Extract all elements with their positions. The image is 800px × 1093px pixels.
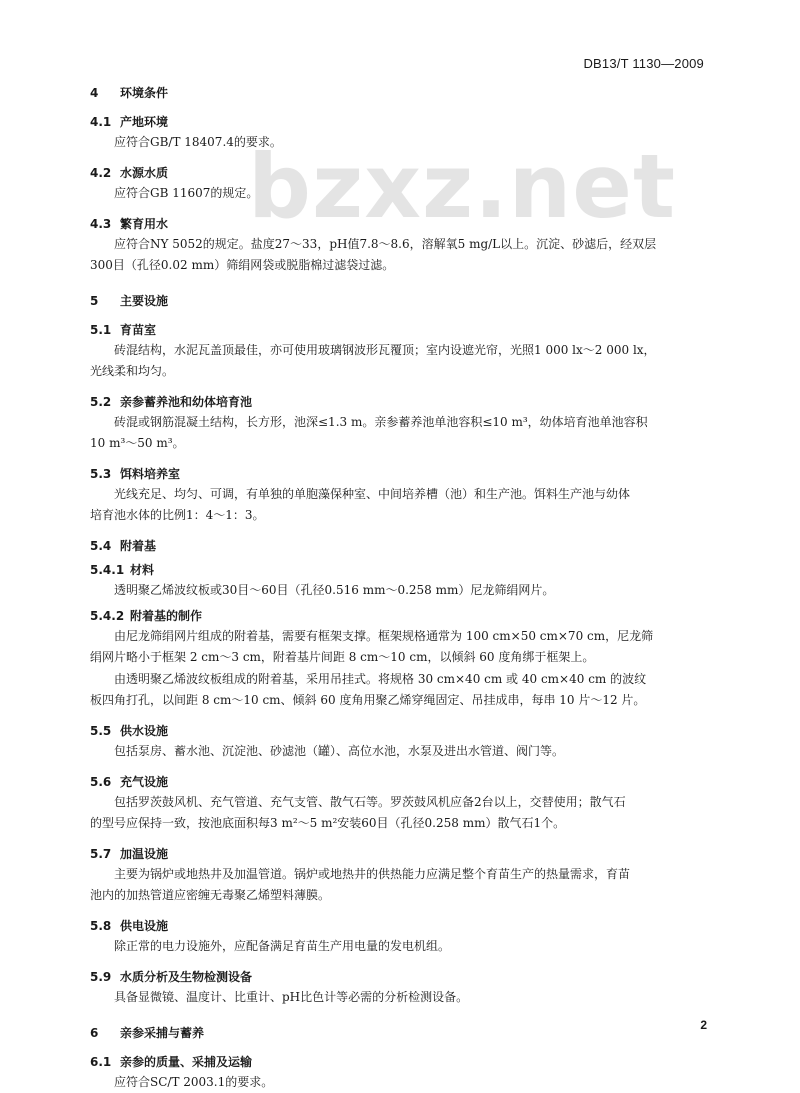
- chapter-heading: [90, 1024, 708, 1042]
- heading-title: 水质分析及生物检测设备: [120, 970, 253, 984]
- heading-number: 4.2: [90, 166, 112, 180]
- paragraph-line: 培育池水体的比例1：4～1：3。: [90, 508, 265, 522]
- heading-number: 6.1: [90, 1055, 112, 1069]
- paragraph-line: 板四角打孔，以间距 8 cm～10 cm、倾斜 60 度角用聚乙烯穿绳固定、吊挂成串，每串 10 片～12 片。: [90, 693, 646, 707]
- heading-number: 4.1: [90, 115, 112, 129]
- paragraph: [90, 864, 708, 906]
- paragraph: [90, 484, 708, 526]
- section-heading: [90, 113, 708, 131]
- section-heading: [90, 1053, 708, 1071]
- heading-number: 5.1: [90, 323, 112, 337]
- section-heading: [90, 773, 708, 791]
- section-heading: [90, 164, 708, 182]
- heading-number: 5.3: [90, 467, 112, 481]
- chapter-heading: [90, 292, 708, 310]
- heading-title: 主要设施: [120, 294, 169, 308]
- paragraph-line: 应符合GB/T 18407.4的要求。: [114, 135, 282, 149]
- heading-title: 供电设施: [120, 919, 169, 933]
- section-heading: [90, 917, 708, 935]
- paragraph: [90, 183, 708, 204]
- section-heading: [90, 845, 708, 863]
- watermark: bzxz.net: [248, 135, 677, 238]
- paragraph: [90, 234, 708, 276]
- paragraph-line: 300目（孔径0.02 mm）筛绢网袋或脱脂棉过滤袋过滤。: [90, 258, 395, 272]
- heading-title: 亲参采捕与蓄养: [120, 1026, 205, 1040]
- paragraph: [90, 741, 708, 762]
- paragraph-line: 10 m³～50 m³。: [90, 436, 185, 450]
- heading-number: 5.5: [90, 724, 112, 738]
- heading-title: 亲参的质量、采捕及运输: [120, 1055, 253, 1069]
- paragraph-line: 应符合SC/T 2003.1的要求。: [114, 1075, 274, 1089]
- document-body: [90, 84, 708, 1093]
- paragraph: [90, 669, 708, 711]
- paragraph-line: 由透明聚乙烯波纹板组成的附着基，采用吊挂式。将规格 30 cm×40 cm 或 40 cm×40 cm 的波纹: [114, 672, 647, 686]
- section-heading: [90, 465, 708, 483]
- heading-title: 附着基: [120, 539, 157, 553]
- paragraph: [90, 580, 708, 601]
- heading-title: 产地环境: [120, 115, 169, 129]
- subsection-heading: [90, 561, 708, 579]
- paragraph: [90, 132, 708, 153]
- paragraph-line: 应符合GB 11607的规定。: [114, 186, 259, 200]
- paragraph-line: 包括罗茨鼓风机、充气管道、充气支管、散气石等。罗茨鼓风机应备2台以上，交替使用；散气石: [114, 795, 626, 809]
- paragraph: [90, 792, 708, 834]
- section-heading: [90, 722, 708, 740]
- heading-number: 5.6: [90, 775, 112, 789]
- paragraph-line: 的型号应保持一致，按池底面积每3 m²～5 m²安装60目（孔径0.258 mm）散气石1个。: [90, 816, 566, 830]
- heading-title: 水源水质: [120, 166, 169, 180]
- paragraph-line: 由尼龙筛绢网片组成的附着基，需要有框架支撑。框架规格通常为 100 cm×50 cm×70 cm，尼龙筛: [114, 629, 654, 643]
- heading-title: 环境条件: [120, 86, 169, 100]
- paragraph-line: 透明聚乙烯波纹板或30目～60目（孔径0.516 mm～0.258 mm）尼龙筛绢网片。: [114, 583, 555, 597]
- heading-number: 5.4.2: [90, 609, 125, 623]
- chapter-heading: [90, 84, 708, 102]
- paragraph: [90, 340, 708, 382]
- heading-number: 5.4.1: [90, 563, 125, 577]
- heading-number: 5: [90, 294, 99, 308]
- heading-number: 4: [90, 86, 99, 100]
- section-heading: [90, 968, 708, 986]
- standard-code: DB13/T 1130—2009: [583, 56, 704, 71]
- heading-title: 附着基的制作: [130, 609, 203, 623]
- paragraph-line: 光线充足、均匀、可调，有单独的单胞藻保种室、中间培养槽（池）和生产池。饵料生产池与幼体: [114, 487, 631, 501]
- heading-number: 5.8: [90, 919, 112, 933]
- section-heading: [90, 393, 708, 411]
- page-number: 2: [700, 1018, 707, 1032]
- paragraph-line: 池内的加热管道应密缠无毒聚乙烯塑料薄膜。: [90, 888, 331, 902]
- paragraph-line: 绢网片略小于框架 2 cm～3 cm，附着基片间距 8 cm～10 cm，以倾斜 60 度角绑于框架上。: [90, 650, 595, 664]
- paragraph-line: 主要为锅炉或地热井及加温管道。锅炉或地热井的供热能力应满足整个育苗生产的热量需求，育苗: [114, 867, 631, 881]
- paragraph-line: 包括泵房、蓄水池、沉淀池、砂滤池（罐）、高位水池，水泵及进出水管道、阀门等。: [114, 744, 565, 758]
- heading-number: 5.2: [90, 395, 112, 409]
- heading-number: 5.7: [90, 847, 112, 861]
- heading-title: 饵料培养室: [120, 467, 181, 481]
- heading-title: 材料: [130, 563, 155, 577]
- paragraph-line: 除正常的电力设施外，应配备满足育苗生产用电量的发电机组。: [114, 939, 451, 953]
- paragraph: [90, 936, 708, 957]
- heading-title: 繁育用水: [120, 217, 169, 231]
- paragraph-line: 砖混结构，水泥瓦盖顶最佳，亦可使用玻璃钢波形瓦覆顶；室内设遮光帘，光照1 000 lx～2 000 lx，: [114, 343, 656, 357]
- section-heading: [90, 321, 708, 339]
- subsection-heading: [90, 607, 708, 625]
- heading-number: 5.4: [90, 539, 112, 553]
- heading-title: 育苗室: [120, 323, 157, 337]
- heading-number: 6: [90, 1026, 99, 1040]
- paragraph: [90, 1072, 708, 1093]
- heading-number: 5.9: [90, 970, 112, 984]
- paragraph-line: 光线柔和均匀。: [90, 364, 175, 378]
- paragraph: [90, 626, 708, 668]
- paragraph: [90, 987, 708, 1008]
- heading-title: 供水设施: [120, 724, 169, 738]
- heading-title: 亲参蓄养池和幼体培育池: [120, 395, 253, 409]
- heading-title: 加温设施: [120, 847, 169, 861]
- section-heading: [90, 215, 708, 233]
- heading-title: 充气设施: [120, 775, 169, 789]
- section-heading: [90, 537, 708, 555]
- paragraph-line: 具备显微镜、温度计、比重计、pH比色计等必需的分析检测设备。: [114, 990, 469, 1004]
- paragraph-line: 应符合NY 5052的规定。盐度27～33，pH值7.8～8.6，溶解氧5 mg/L以上。沉淀、砂滤后，经双层: [114, 237, 657, 251]
- paragraph-line: 砖混或钢筋混凝土结构，长方形，池深≤1.3 m。亲参蓄养池单池容积≤10 m³，幼体培育池单池容积: [114, 415, 648, 429]
- paragraph: [90, 412, 708, 454]
- heading-number: 4.3: [90, 217, 112, 231]
